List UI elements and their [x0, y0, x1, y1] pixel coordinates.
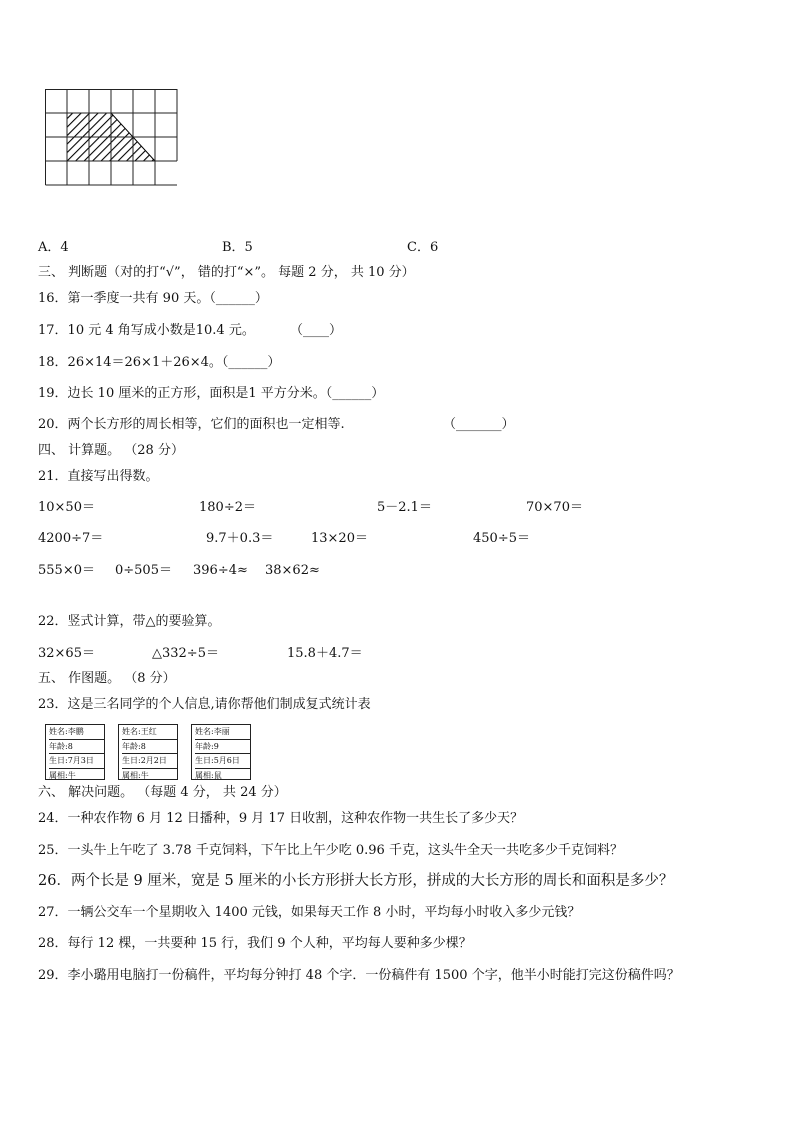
question-29: 29．李小璐用电脑打一份稿件，平均每分钟打 48 个字．一份稿件有 1500 个字，他半小时能打完这份稿件吗？ — [38, 968, 680, 983]
question-19: 19．边长 10 厘米的正方形，面积是1 平方分米。（______） — [38, 386, 385, 401]
calc-item: 450÷5＝ — [473, 531, 530, 546]
card-birthday: 生日:2月2日 — [122, 754, 177, 769]
vertical-item: △332÷5＝ — [152, 646, 219, 661]
card-birthday: 生日:5月6日 — [195, 754, 250, 769]
card-name: 姓名:李鹏 — [49, 725, 104, 740]
question-17-blank: （____） — [290, 323, 343, 338]
calc-item: 4200÷7＝ — [38, 531, 104, 546]
vertical-item: 15.8＋4.7＝ — [287, 646, 363, 661]
question-26: 26．两个长是 9 厘米，宽是 5 厘米的小长方形拼大长方形，拼成的大长方形的周长和面积是多少？ — [38, 873, 674, 889]
calc-item: 38×62≈ — [265, 563, 320, 578]
section-5-title: 五、 作图题。 （8 分） — [38, 671, 176, 686]
section-3-title: 三、 判断题（对的打“√”， 错的打“×”。 每题 2 分， 共 10 分） — [38, 265, 415, 280]
calc-item: 10×50＝ — [38, 500, 95, 515]
question-20-blank: （_______） — [443, 417, 515, 432]
question-27: 27．一辆公交车一个星期收入 1400 元钱，如果每天工作 8 小时，平均每小时收入多少元钱？ — [38, 905, 581, 920]
calc-item: 180÷2＝ — [199, 500, 256, 515]
vertical-item: 32×65＝ — [38, 646, 95, 661]
section-6-title: 六、 解决问题。 （每题 4 分， 共 24 分） — [38, 785, 287, 800]
calc-item: 0÷505＝ — [115, 563, 172, 578]
choice-a: A．4 — [38, 240, 69, 255]
question-23: 23．这是三名同学的个人信息,请你帮他们制成复式统计表 — [38, 697, 371, 712]
card-age: 年龄:8 — [49, 740, 104, 755]
choice-c: C．6 — [407, 240, 439, 255]
calc-item: 396÷4≈ — [193, 563, 248, 578]
question-21: 21．直接写出得数。 — [38, 469, 159, 484]
question-25: 25．一头牛上午吃了 3.78 千克饲料，下午比上午少吃 0.96 千克，这头牛全天一共吃多少千克饲料？ — [38, 843, 623, 858]
card-zodiac: 属相:鼠 — [195, 770, 222, 780]
section-4-title: 四、 计算题。 （28 分） — [38, 443, 184, 458]
card-age: 年龄:8 — [122, 740, 177, 755]
question-24: 24．一种农作物 6 月 12 日播种，9 月 17 日收割，这种农作物一共生长了多少天？ — [38, 811, 524, 826]
student-card — [191, 724, 251, 780]
calc-item: 5－2.1＝ — [377, 500, 432, 515]
card-age: 年龄:9 — [195, 740, 250, 755]
question-20: 20．两个长方形的周长相等，它们的面积也一定相等. — [38, 417, 345, 432]
student-card — [118, 724, 178, 780]
card-birthday: 生日:7月3日 — [49, 754, 104, 769]
calc-item: 70×70＝ — [526, 500, 583, 515]
student-card — [45, 724, 105, 780]
card-name: 姓名:李丽 — [195, 725, 250, 740]
question-16: 16．第一季度一共有 90 天。（______） — [38, 291, 268, 306]
question-18: 18．26×14＝26×1＋26×4。（______） — [38, 355, 281, 370]
card-name: 姓名:王红 — [122, 725, 177, 740]
choice-b: B．5 — [222, 240, 253, 255]
question-22: 22．竖式计算，带△的要验算。 — [38, 614, 221, 629]
calc-item: 13×20＝ — [311, 531, 368, 546]
question-17: 17．10 元 4 角写成小数是10.4 元。 — [38, 323, 255, 338]
card-zodiac: 属相:牛 — [49, 770, 76, 780]
calc-item: 555×0＝ — [38, 563, 95, 578]
grid-figure — [45, 89, 179, 187]
question-28: 28．每行 12 棵，一共要种 15 行，我们 9 个人种，平均每人要种多少棵？ — [38, 936, 472, 951]
calc-item: 9.7＋0.3＝ — [206, 531, 274, 546]
card-zodiac: 属相:牛 — [122, 770, 149, 780]
